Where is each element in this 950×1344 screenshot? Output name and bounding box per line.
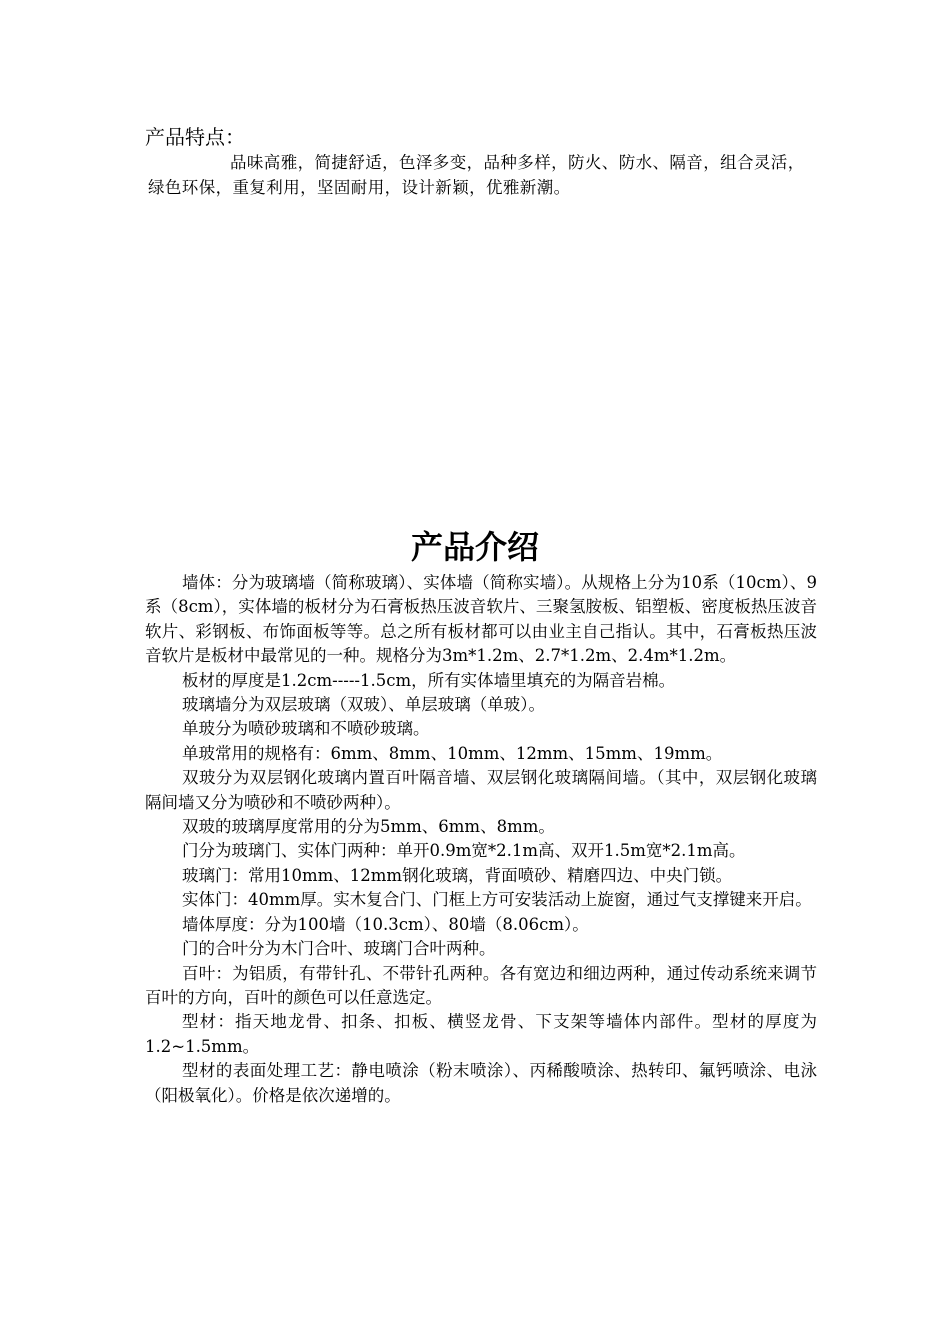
paragraph-door-types: 门分为玻璃门、实体门两种：单开0.9m宽*2.1m高、双开1.5m宽*2.1m高。	[182, 841, 746, 861]
paragraph-solid-door: 实体门：40mm厚。实木复合门、门框上方可安装活动上旋窗，通过气支撑键来开启。	[182, 890, 812, 910]
features-heading: 产品特点：	[145, 125, 245, 149]
paragraph-profiles: 型材：指天地龙骨、扣条、扣板、横竖龙骨、下支架等墙体内部件。型材的厚度为1.2~1.5mm。	[145, 1012, 817, 1056]
paragraph-single-glass-types: 单玻分为喷砂玻璃和不喷砂玻璃。	[182, 719, 430, 739]
paragraph-double-glass-thickness: 双玻的玻璃厚度常用的分为5mm、6mm、8mm。	[182, 817, 555, 837]
paragraph-surface-treatment: 型材的表面处理工艺：静电喷涂（粉末喷涂）、丙稀酸喷涂、热转印、氟钙喷涂、电泳（阳极氧化）。价格是依次递增的。	[145, 1061, 817, 1105]
paragraph-glass-door: 玻璃门：常用10mm、12mm钢化玻璃，背面喷砂、精磨四边、中央门锁。	[182, 865, 733, 885]
intro-body	[145, 571, 817, 1108]
intro-title: 产品介绍	[410, 528, 539, 566]
paragraph-louver: 百叶：为铝质，有带针孔、不带针孔两种。各有宽边和细边两种，通过传动系统来调节百叶的方向，百叶的颜色可以任意选定。	[145, 963, 817, 1007]
paragraph-single-glass-specs: 单玻常用的规格有：6mm、8mm、10mm、12mm、15mm、19mm。	[182, 743, 723, 763]
paragraph-hinges: 门的合叶分为木门合叶、玻璃门合叶两种。	[182, 939, 496, 959]
paragraph-wall: 墙体：分为玻璃墙（简称玻璃）、实体墙（简称实墙）。从规格上分为10系（10cm）、9系（8cm），实体墙的板材分为石膏板热压波音软片、三聚氢胺板、铝塑板、密度板热压波音软片、彩钢板、布饰面板等等。总之所有板材都可以由业主自己指认。其中，石膏板热压波音软片是板材中最常见的一种。规格分为3m*1.2m、2.7*1.2m、2.4m*1.2m。	[145, 573, 817, 666]
paragraph-wall-thickness: 墙体厚度：分为100墙（10.3cm）、80墙（8.06cm）。	[182, 914, 589, 934]
paragraph-board-thickness: 板材的厚度是1.2cm-----1.5cm，所有实体墙里填充的为隔音岩棉。	[182, 670, 676, 690]
features-text: 品味高雅，简捷舒适，色泽多变，品种多样，防火、防水、隔音，组合灵活，绿色环保，重复利用，坚固耐用，设计新颖，优雅新潮。	[148, 153, 805, 197]
paragraph-double-glass-types: 双玻分为双层钢化玻璃内置百叶隔音墙、双层钢化玻璃隔间墙。（其中，双层钢化玻璃隔间墙又分为喷砂和不喷砂两种）。	[145, 768, 817, 812]
paragraph-glass-wall-types: 玻璃墙分为双层玻璃（双玻）、单层玻璃（单玻）。	[182, 695, 545, 715]
